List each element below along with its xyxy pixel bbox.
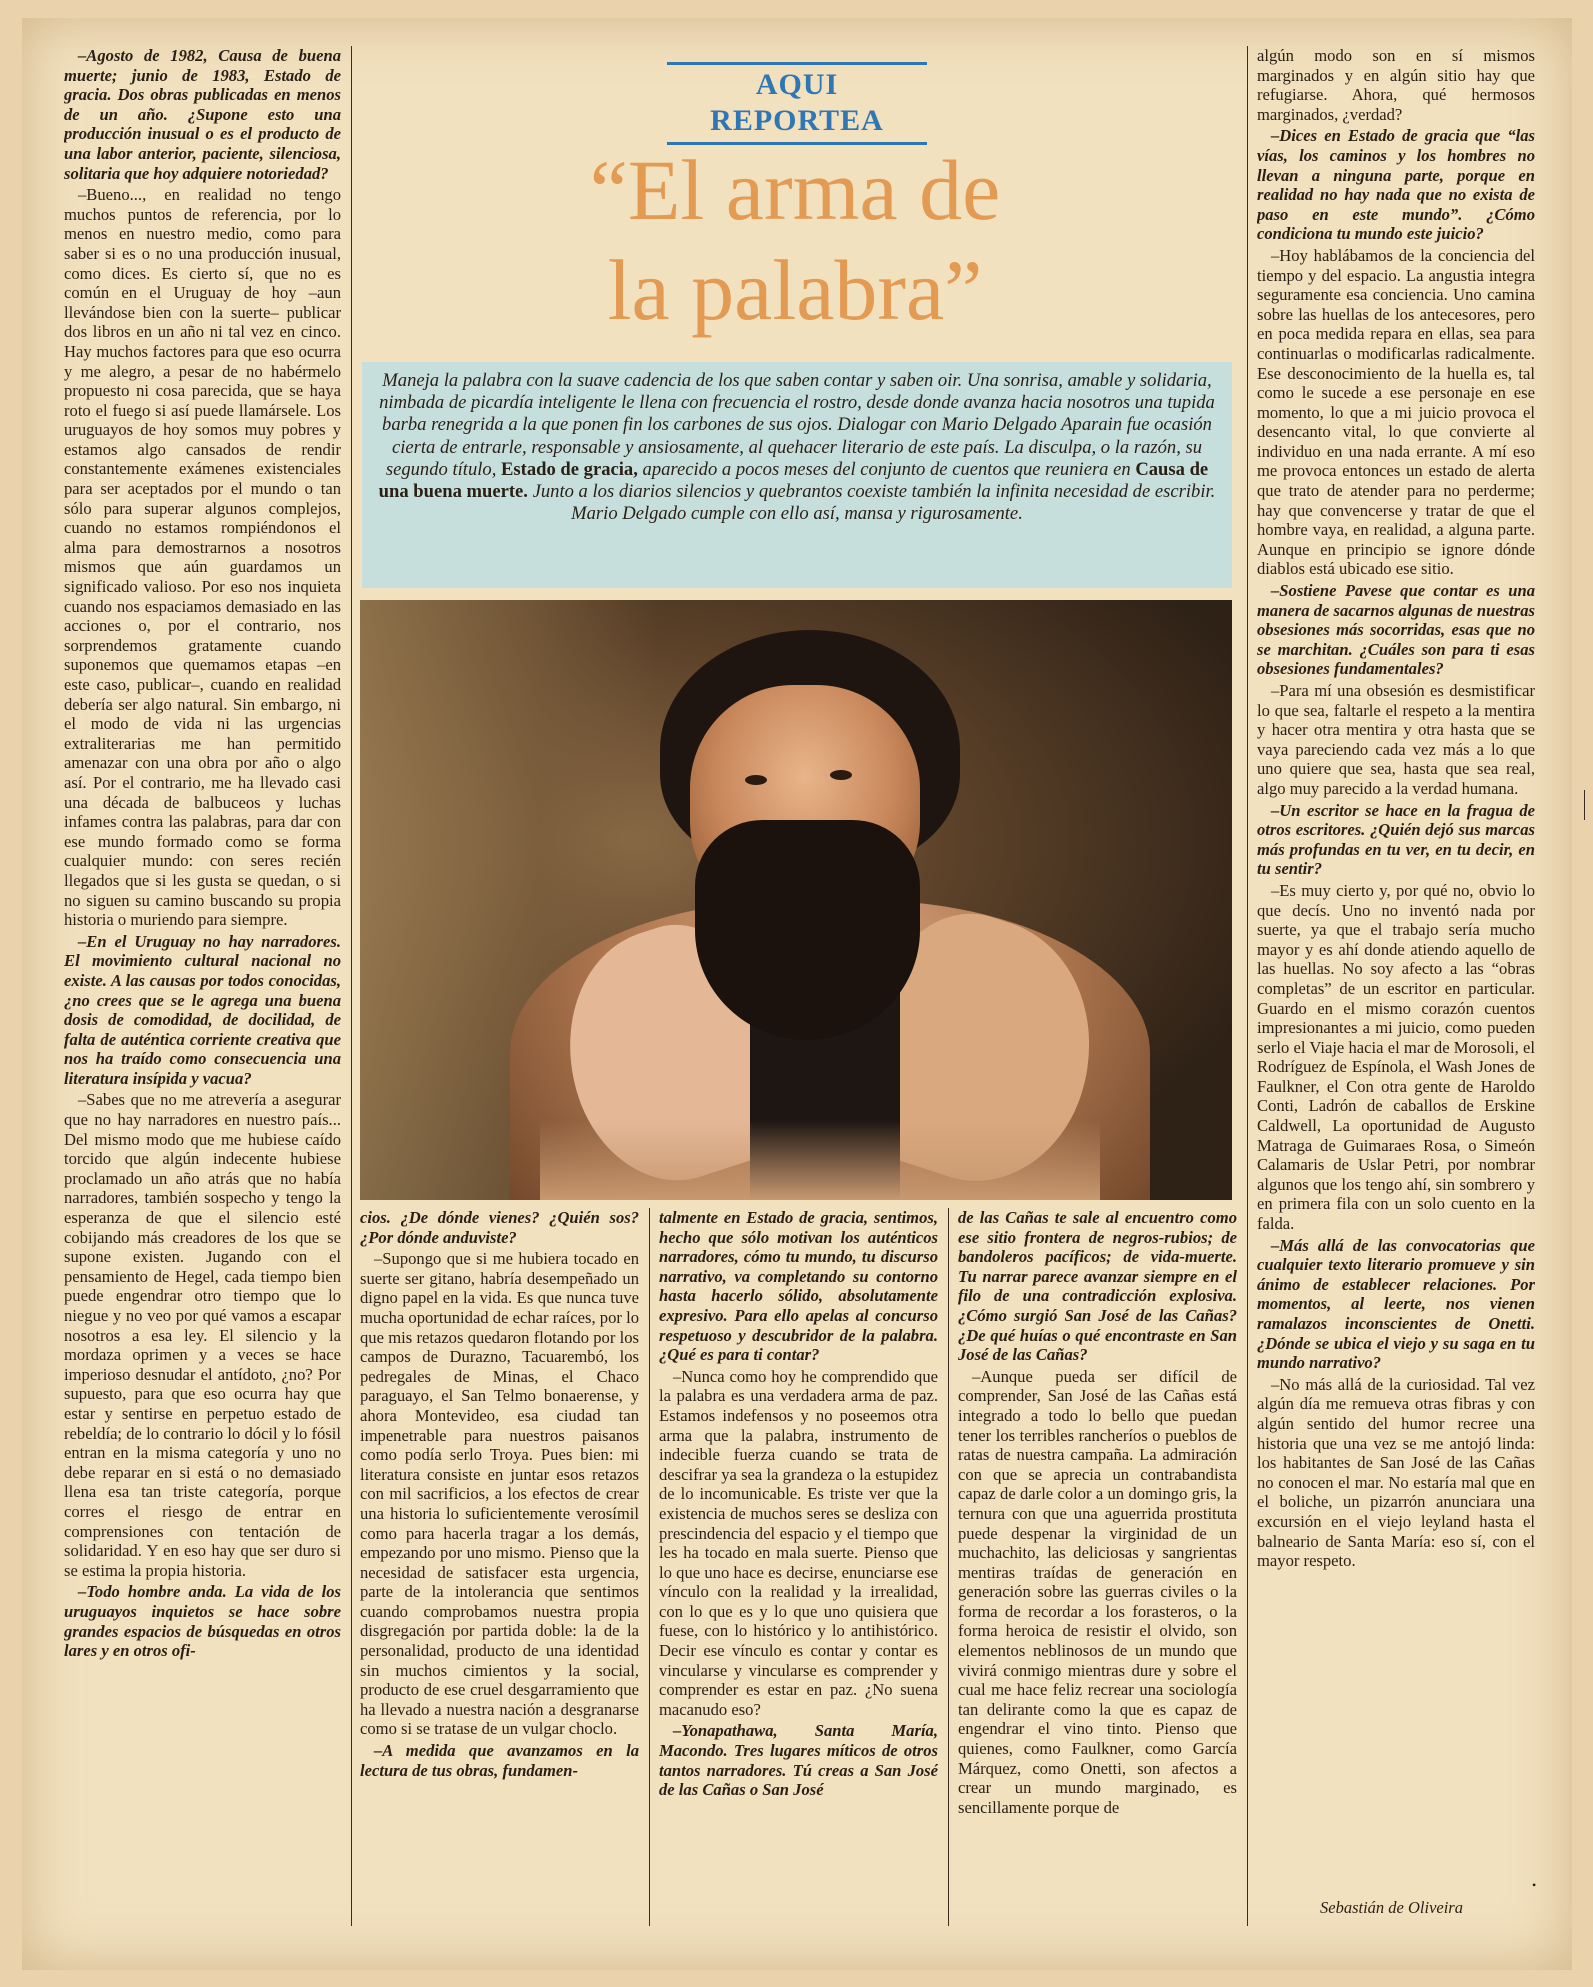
crop-mark bbox=[1584, 790, 1585, 820]
lede-box bbox=[362, 362, 1232, 588]
answer-5-cont: algún modo son en sí mismos marginados y en algún sitio hay que refugiarse. Ahora, qué hermosos marginados, ¿verdad? bbox=[1257, 46, 1535, 124]
question-5: –Yonapathawa, Santa María, Macondo. Tres lugares míticos de otros tantos narradores. Tú creas a San José de las Cañas o San José bbox=[659, 1721, 938, 1800]
headline-line-2: la palabra” bbox=[607, 242, 983, 338]
lede-book-title-1: Estado de gracia, bbox=[501, 458, 638, 480]
answer-4: –Nunca como hoy he comprendido que la palabra es una verdadera arma de paz. Estamos indefensos y no poseemos otra arma que la palabra, instrumento de indecible fuerza cuando se trata de descifrar ya sea la grandeza o la estupidez de lo incomunicable. Es triste ver que la existencia de muchos seres se desliza con prescindencia del espacio y el tiempo que les ha tocado en mala suerte. Pienso que lo que uno hace es decirse, enunciarse ese vínculo con la realidad y la irrealidad, con lo que es y lo que uno quisiera que fuese, con lo histórico y lo antihistórico. Decir ese vínculo es contar y contar es vincularse y vincularse es comprender y comprender es estar en paz. ¿No suena macanudo eso? bbox=[659, 1366, 938, 1719]
column-rule bbox=[1247, 46, 1248, 1926]
column-2 bbox=[360, 1208, 639, 1928]
column-1 bbox=[64, 46, 341, 1926]
column-3 bbox=[659, 1208, 938, 1928]
question-6: –Dices en Estado de gracia que “las vías, los caminos y los hombres no llevan a ninguna parte, porque en realidad no hay nada que no exista de paso en este mundo”. ¿Cómo condiciona tu mundo este juicio? bbox=[1257, 126, 1535, 244]
section-kicker: AQUI REPORTEA bbox=[667, 62, 927, 108]
headline-line-1: “El arma de bbox=[589, 142, 1001, 238]
column-rule bbox=[649, 1208, 650, 1926]
answer-8: –Es muy cierto y, por qué no, obvio lo que decís. Uno no inventó nada por suerte, ya que el trabajo sería mucho mayor y es ahí donde atiendo aquello de las huellas. No soy afecto a las “obras completas” de un escritor en particular. Guardo en el mismo corazón cuentos impresionantes a mi juicio, como pueden serlo el Viaje hacia el mar de Morosoli, el Rodríguez de Espínola, el Wash Jones de Faulkner, el Con otra gente de Haroldo Conti, Ladrón de caballos de Erskine Caldwell, La oportunidad de Augusto Matraga de Guimaraes Rosa, o Simeón Calamaris de Uslar Petri, por nombrar algunos que los tengo ahí, sin sombrero y en primera fila con un solo cuento en la falda. bbox=[1257, 880, 1535, 1234]
question-5-cont: de las Cañas te sale al encuentro como ese sitio frontera de negros-rubios; de bandoleros pacíficos; de vida-muerte. Tu narrar parece avanzar siempre en el filo de una contradicción explosiva. ¿Cómo surgió San José de las Cañas? ¿De qué huías o qué encontraste en San José de las Cañas? bbox=[958, 1208, 1237, 1365]
question-3: –Todo hombre anda. La vida de los uruguayos inquietos se hace sobre grandes espacios de búsquedas en otros lares y en otros ofi- bbox=[64, 1582, 341, 1661]
answer-9: –No más allá de la curiosidad. Tal vez algún día me remueva otras fibras y con algún sentido del humor recree una historia que una vez se me antojó linda: los habitantes de San José de las Cañas no conocen el mar. No estaría mal que en el boliche, un pizarrón anunciara una excursión en el viejo leyland hasta el balneario de Santa María: eso sí, con el mayor respeto. bbox=[1257, 1374, 1535, 1571]
lede-book-title-2: Causa de una buena muerte. bbox=[378, 458, 1209, 503]
lede-text-2: aparecido a pocos meses del conjunto de cuentos que reuniera en bbox=[637, 458, 1136, 480]
portrait-photo bbox=[360, 600, 1232, 1200]
question-4: –A medida que avanzamos en la lectura de tus obras, fundamen- bbox=[360, 1741, 639, 1780]
question-7: –Sostiene Pavese que contar es una manera de sacarnos algunas de nuestras obsesiones más socorridas, esas que no se marchitan. ¿Cuáles son para ti esas obsesiones fundamentales? bbox=[1257, 581, 1535, 679]
question-1: –Agosto de 1982, Causa de buena muerte; junio de 1983, Estado de gracia. Dos obras publicadas en menos de un año. ¿Supone esto una producción inusual o es el producto de una labor anterior, paciente, silenciosa, solitaria que hoy adquiere notoriedad? bbox=[64, 46, 341, 183]
end-mark: • bbox=[1532, 1878, 1537, 1892]
answer-5: –Aunque pueda ser difícil de comprender, San José de las Cañas está integrado a todo lo bello que puedan tener los terribles rancheríos o pueblos de ratas de nuestra campaña. La admiración con que se aprecia un contrabandista capaz de darle color a un domingo gris, la ternura con que una aguerrida prostituta puede despenar la virginidad de un muchachito, las deliciosas y sangrientas mentiras traídas de generación en generación sobre las guerras civiles o la forma de recordar a los forasteros, o la forma heroica de resistir el olvido, son elementos neblinosos de un mundo que vivirá conmigo mientras dure y sobre el cual me hace feliz recrear una sociología tan delirante como la que es capaz de engendrar el vino tinto. Pienso que quienes, como Faulkner, como García Márquez, como Onetti, son afectos a crear un mundo marginado, es sencillamente porque de bbox=[958, 1366, 1237, 1817]
column-4 bbox=[958, 1208, 1237, 1928]
question-3-cont: cios. ¿De dónde vienes? ¿Quién sos? ¿Por dónde anduviste? bbox=[360, 1208, 639, 1247]
question-8: –Un escritor se hace en la fragua de otros escritores. ¿Quién dejó sus marcas más profundas en tu ver, en tu decir, en tu sentir? bbox=[1257, 800, 1535, 879]
question-9: –Más allá de las convocatorias que cualquier texto literario promueve y sin ánimo de establecer relaciones. Por momentos, al leerte, nos vienen ramalazos inconscientes de Onetti. ¿Dónde se ubica el viejo y su saga en tu mundo narrativo? bbox=[1257, 1235, 1535, 1373]
lede-text-3: Junto a los diarios silencios y quebrantos coexiste también la infinita necesidad de escribir. Mario Delgado cumple con ello así, mansa y rigurosamente. bbox=[527, 481, 1216, 525]
question-4-cont: talmente en Estado de gracia, sentimos, hecho que sólo motivan los auténticos narradores, cómo tu mundo, tu discurso narrativo, va completando su contorno hasta hacerlo sólido, absolutamente expresivo. Para ello apelas al concurso respetuoso y descubridor de la palabra. ¿Qué es para ti contar? bbox=[659, 1208, 938, 1365]
answer-2: –Sabes que no me atrevería a asegurar que no hay narradores en nuestro país... Del mismo modo que me hubiese caído torcido que algún indecente hubiese proclamado un año atrás que no había narradores, también sospecho y tengo la esperanza de que el silencio esté cobijando más creadores de los que se supone existen. Jugando con el pensamiento de Hegel, cada tiempo bien puede engendrar otro tiempo que lo niegue y no veo por qué vamos a escapar nosotros a esa ley. El silencio y la mordaza oprimen y a veces se hace imperioso desnudar el antídoto, ¿no? Por supuesto, para que eso ocurra hay que estar y sentirse en perpetuo estado de rebeldía; de lo contrario lo dócil y lo fósil entran en la misma categoría y uno no debe reparar en si está o no demasiado llena esa tan triste categoría, porque corres el riesgo de entrar en comprensiones con tentación de solidaridad. Y en eso hay que ser duro si se estima la propia historia. bbox=[64, 1090, 341, 1580]
question-2: –En el Uruguay no hay narradores. El movimiento cultural nacional no existe. A las causas por todos conocidas, ¿no crees que se le agrega una buena dosis de comodidad, de docilidad, de falta de auténtica corriente creativa que nos ha traído como consecuencia una literatura insípida y vacua? bbox=[64, 931, 341, 1088]
byline-signature: Sebastián de Oliveira bbox=[1320, 1898, 1463, 1917]
column-rule bbox=[948, 1208, 949, 1926]
column-5 bbox=[1257, 46, 1535, 1896]
lede-text-1: Maneja la palabra con la suave cadencia de los que saben contar y saben oir. Una sonrisa, amable y solidaria, nimbada de picardía inteligente le llena con frecuencia el rostro, desde donde avanza hacia nosotros una tupida barba renegrida a la que ponen fin los carbones de sus ojos. Dialogar con Mario Delgado Aparain fue ocasión cierta de entrarle, responsable y ansiosamente, al quehacer literario de este país. La disculpa, o la razón, su segundo título, bbox=[379, 370, 1215, 480]
answer-7: –Para mí una obsesión es desmistificar lo que sea, faltarle el respeto a la mentira y hacer otra mentira y otra hasta que se vaya pareciendo cada vez más a lo que uno quiere que sea, hasta que sea real, algo muy parecido a la verdad humana. bbox=[1257, 681, 1535, 798]
answer-3: –Supongo que si me hubiera tocado en suerte ser gitano, habría desempeñado un digno papel en la vida. Es que nunca tuve mucha oportunidad de echar raíces, por lo que mis retazos quedaron flotando por los campos de Durazno, Tacuarembó, los pedregales de Minas, el Chaco paraguayo, el San Telmo bonaerense, y ahora Montevideo, esa ciudad tan impenetrable para nuestros paisanos como podía serlo Troya. Pues bien: mi literatura consiste en juntar esos retazos con mil sacrificios, a los efectos de crear una historia lo suficientemente verosímil como para hacerla tragar a los demás, empezando por uno mismo. Pienso que la necesidad de satisfacer esta urgencia, parte de la intolerancia que sentimos cuando comprobamos nuestra propia disgregación por partida doble: la de la personalidad, producto de una identidad sin muchos cimientos y la social, producto de ese cruel desgarramiento que ha llevado a nuestra nación a desgranarse como si se tratase de un vulgar choclo. bbox=[360, 1249, 639, 1739]
answer-6: –Hoy hablábamos de la conciencia del tiempo y del espacio. La angustia integra seguramente esa conciencia. Uno camina sobre las huellas de los antecesores, pero en poca medida repara en ellas, sea para continuarlas o modificarlas radicalmente. Ese desconocimiento de la huella es, tal como le sucede a ese personaje en ese momento, lo que a mi juicio provoca el desencanto vital, lo que convierte al individuo en una nada errante. A mí eso me provoca entonces un estado de alerta que trato de atender para no perderme; hay que convencerse y tratar de que el hombre vaya, en realidad, a alguna parte. Aunque en principio se ignore dónde diablos está ubicado ese sitio. bbox=[1257, 245, 1535, 579]
column-rule bbox=[351, 46, 352, 1926]
headline bbox=[470, 140, 1120, 340]
answer-1: –Bueno..., en realidad no tengo muchos puntos de referencia, por lo menos en nuestro medio, como para saber si es o no una producción inusual, como dices. Es cierto sí, que no es común en el Uruguay de hoy –aun llevándose bien con la suerte– publicar dos libros en un año ni tal vez en cinco. Hay muchos factores para que eso ocurra y me alegro, a pesar de no habérmelo propuesto ni cosa parecida, que se haya roto el fuego si así puede llamársele. Los uruguayos de hoy somos muy pobres y estamos algo cansados de rendir constantemente exámenes existenciales para ser aceptados por el mundo o tan sólo para superar algunos complejos, cuando no estamos rompiéndonos el alma para demostrarnos a nosotros mismos que aún guardamos un significado valioso. Por eso nos inquieta cuando nos espaciamos demasiado en las acciones o, por el contrario, nos sorprendemos gratamente cuando suponemos que quemamos etapas –en este caso, publicar–, cuando en realidad debería ser algo natural. Sin embargo, ni el modo de vida ni las urgencias extraliterarias me han permitido amenazar con una obra por año o algo así. Por el contrario, me ha llevado casi una década de balbuceos y luchas infames contra las palabras, para dar con ese mundo formado como se forma cualquier mundo: con seres recién llegados que si les gusta se quedan, o si no siguen su camino buscando su propia historia o muriendo para siempre. bbox=[64, 185, 341, 930]
